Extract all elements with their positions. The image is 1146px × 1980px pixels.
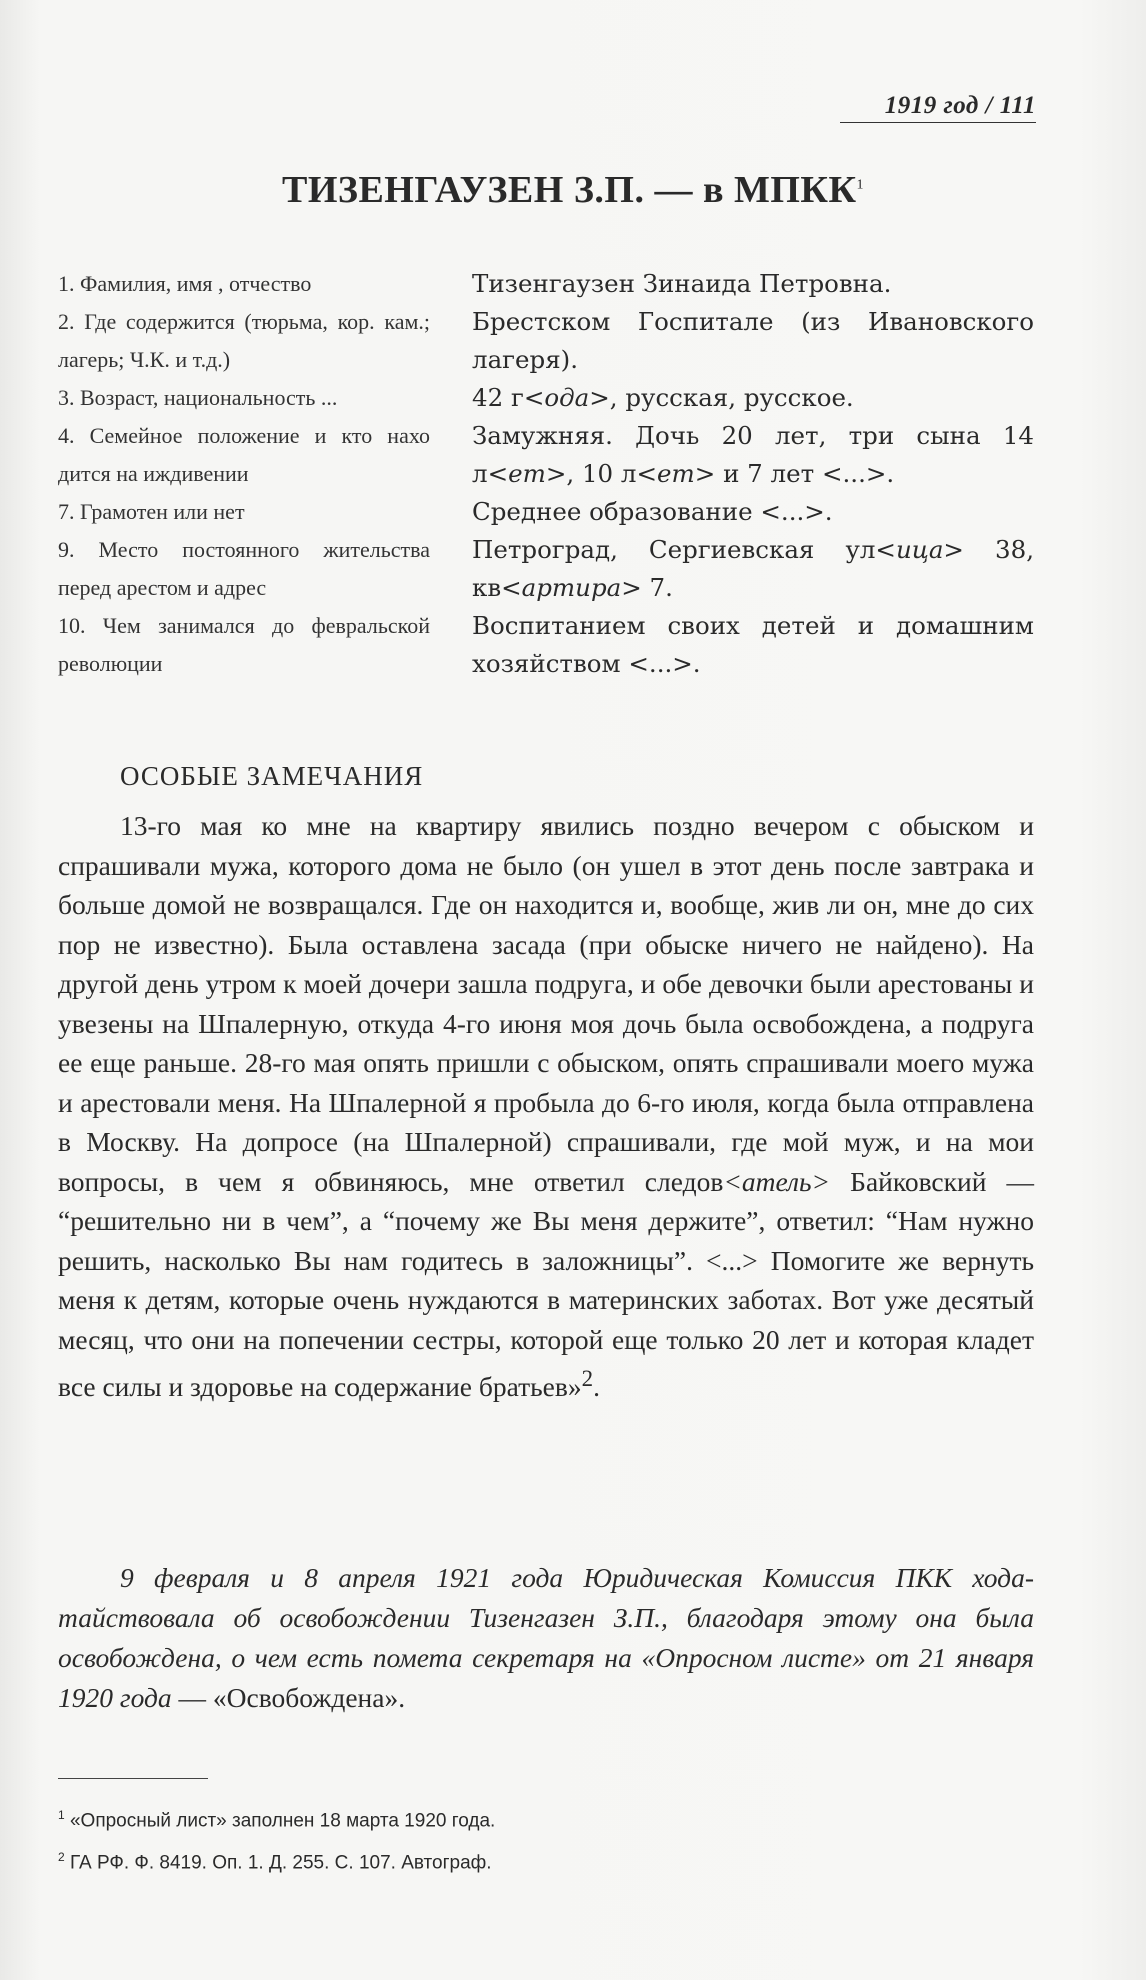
editorial-insert: <ода> [523,383,610,412]
questionnaire-row [58,531,1034,607]
answer-text: 42 г [472,383,524,412]
questionnaire-row [58,303,1034,379]
editorial-plain-text: — «Освобождена». [171,1682,406,1713]
editorial-note [58,1558,1034,1718]
editorial-insert: <ет> [487,459,567,488]
question-label: 4. Семейное положение и кто нахо дится на иждивении [58,423,430,486]
editorial-insert: <атель> [723,1165,831,1197]
answer-text: 38, кв [472,535,1034,602]
footnote [58,1839,1034,1881]
question-answer [472,379,1034,417]
letter-text-part: . [593,1371,600,1403]
running-head: 1919 год / 111 [840,92,1036,123]
page-title [0,168,1146,212]
answer-text: и 7 лет <...>. [715,459,895,488]
footnotes [58,1797,1034,1882]
letter-text [58,806,1034,1407]
question-answer: Воспитанием своих детей и домашним хозяйством <...>. [472,611,1034,678]
question-answer: Тизенгаузен Зинаида Петровна. [472,269,892,298]
answer-text: Петроград, Сергиевская ул [472,535,876,564]
questionnaire-row [58,265,1034,303]
footnote-text: «Опросный лист» заполнен 18 марта 1920 года. [69,1810,496,1832]
questionnaire [58,265,1034,683]
question-label: 3. Возраст, национальность ... [58,385,338,410]
answer-text: , 10 л [566,459,637,488]
question-label: 1. Фамилия, имя , отчество [58,271,312,296]
questionnaire-row [58,493,1034,531]
footnote-divider [58,1778,208,1779]
footnote-number: 2 [58,1850,65,1865]
questionnaire-row [58,417,1034,493]
letter-text-part: Байковский — “решительно ни в чем”, а “почему же Вы меня держите”, ответил: “Нам нужно решить, насколько Вы нам годитесь в заложницы”. <...> Помогите же вернуть меня к детям, которые очень нуждаются в материнских заботах. Вот уже десятый месяц, что они на попечении сестры, которой еще только 20 лет и которая кладет все силы и здоровье на содержание братьев» [58,1165,1034,1403]
footnote-number: 1 [58,1808,65,1822]
editorial-insert: <ица> [875,535,964,564]
question-answer: Среднее образование <...>. [472,497,833,526]
questionnaire-row [58,379,1034,417]
question-label: 9. Место постоянного жительства перед арестом и адрес [58,537,430,600]
editorial-insert: <артира> [501,573,642,602]
questionnaire-row [58,607,1034,683]
question-label: 10. Чем занимался до февральской революции [58,613,430,676]
footnote [58,1797,1034,1839]
question-answer [472,531,1034,607]
question-label: 2. Где содержится (тюрьма, кор. кам.; лагерь; Ч.К. и т.д.) [58,309,430,372]
question-label: 7. Грамотен или нет [58,499,245,524]
footnote-mark: 2 [581,1366,594,1391]
letter-paragraph [58,806,1034,1407]
title-footnote-mark: 1 [856,177,865,193]
question-answer: Брестском Госпитале (из Ивановского лагеря). [472,307,1034,374]
question-answer [472,417,1034,493]
letter-text-part: 13-го мая ко мне на квартиру явились поздно вечером с обыском и спрашивали мужа, которого дома не было (он ушел в этот день после завтрака и больше домой не возвращался. Где он находится и, вообще, жив ли он, мне до сих пор не известно). Была оставлена засада (при обыске ничего не найдено). На другой день утром к моей дочери зашла подруга, и обе девочки были арестованы и увезены на Шпалерную, откуда 4-го июня моя дочь была освобождена, а подруга ее еще раньше. 28-го мая опять пришли с обыском, опять спрашивали моего мужа и арестовали меня. На Шпалерной я пробыла до 6-го июля, когда была отправлена в Москву. На допросе (на Шпалерной) спрашивали, где мой муж, и на мои вопросы, в чем я обвиняюсь, мне ответил следов [58,810,1034,1197]
title-text: ТИЗЕНГАУЗЕН З.П. — в МПКК [281,169,857,211]
footnote-text: ГА РФ. Ф. 8419. Оп. 1. Д. 255. С. 107. Автограф. [69,1852,492,1874]
section-heading: ОСОБЫЕ ЗАМЕЧАНИЯ [120,761,424,791]
answer-text: Замужняя. Дочь 20 лет, три сына 14 л [472,421,1034,488]
answer-text: 7. [641,573,673,602]
editorial-insert: <ет> [636,459,716,488]
editorial-paragraph [58,1558,1034,1718]
editorial-italic-text: 9 февраля и 8 апреля 1921 года Юридическая Комиссия ПКК ходатайствовала об освобождении Тизенгазен З.П., благодаря этому она была освобождена, о чем есть помета секретаря на «Опросном листе» от 21 января 1920 года [58,1562,1034,1713]
answer-text: , русская, русское. [609,383,854,412]
